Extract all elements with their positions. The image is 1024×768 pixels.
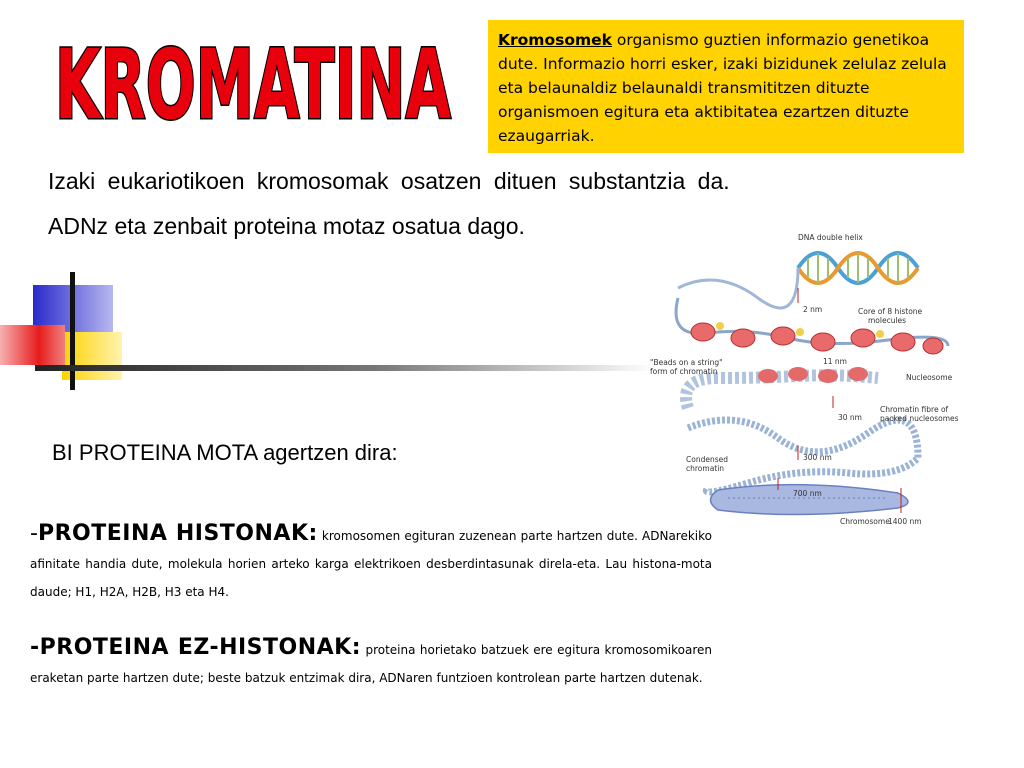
- nonhistones-paragraph: [30, 634, 712, 692]
- vertical-rule: [70, 272, 75, 390]
- chromatin-illustration: [648, 228, 978, 528]
- label-core: Core of 8 histone: [858, 307, 923, 316]
- label-dna: DNA double helix: [798, 233, 863, 242]
- label-700nm: 700 nm: [793, 489, 822, 498]
- label-condensed-2: chromatin: [686, 464, 725, 473]
- label-chromosome: Chromosome: [840, 517, 890, 526]
- label-beads: "Beads on a string": [650, 358, 723, 367]
- info-text: organismo guztien informazio genetikoa dute. Informazio horri esker, izaki bizidunek zelulaz zelula eta belaunaldiz belaunaldi transmititzen dituzte organismoen egitura eta aktibitatea ezartzen dituzte ezaugarriak.: [498, 31, 947, 145]
- label-2nm: 2 nm: [803, 305, 823, 314]
- label-30nm: 30 nm: [838, 413, 862, 422]
- histones-heading: PROTEINA HISTONAK:: [37, 521, 318, 546]
- label-beads-2: form of chromatin: [650, 367, 718, 376]
- intro-line-2: ADNz eta zenbait proteina motaz osatua dago.: [48, 213, 525, 239]
- title-graphic: [48, 30, 458, 135]
- label-core-2: molecules: [868, 316, 907, 325]
- page-title: [48, 30, 458, 135]
- title-text: KROMATINA: [55, 30, 452, 135]
- histones-dash: -: [30, 521, 38, 546]
- section-subheading: BI PROTEINA MOTA agertzen dira:: [52, 440, 398, 465]
- histones-text: kromosomen egituran zuzenean parte hartzen dute. ADNarekiko afinitate handia dute, molekula horien arteko karga elektrikoen desberdintasunak direla-eta. Lau histona-mota daude; H1, H2A, H2B, H3 eta H4.: [30, 529, 712, 599]
- label-fibre-2: packed nucleosomes: [880, 414, 959, 423]
- info-term: Kromosomek: [498, 31, 612, 49]
- label-nucleosome: Nucleosome: [906, 373, 953, 382]
- intro-line-1: Izaki eukariotikoen kromosomak osatzen dituen substantzia da.: [48, 168, 730, 194]
- decorative-graphic: [0, 270, 660, 395]
- histones-paragraph: [30, 520, 712, 606]
- label-1400nm: 1400 nm: [888, 517, 922, 526]
- red-square: [0, 325, 65, 365]
- nonhistones-text: proteina horietako batzuek ere egitura kromosomikoaren eraketan parte hartzen dute; beste batzuk entzimak dira, ADNaren funtzioen kontrolean parte hartzen dutenak.: [30, 643, 712, 685]
- label-11nm: 11 nm: [823, 357, 847, 366]
- nonhistones-heading: -PROTEINA EZ-HISTONAK:: [30, 635, 362, 660]
- horizontal-rule: [35, 365, 655, 371]
- chromatin-diagram: [648, 228, 978, 528]
- label-condensed: Condensed: [686, 455, 728, 464]
- info-box: [488, 20, 964, 153]
- label-fibre: Chromatin fibre of: [880, 405, 949, 414]
- label-300nm: 300 nm: [803, 453, 832, 462]
